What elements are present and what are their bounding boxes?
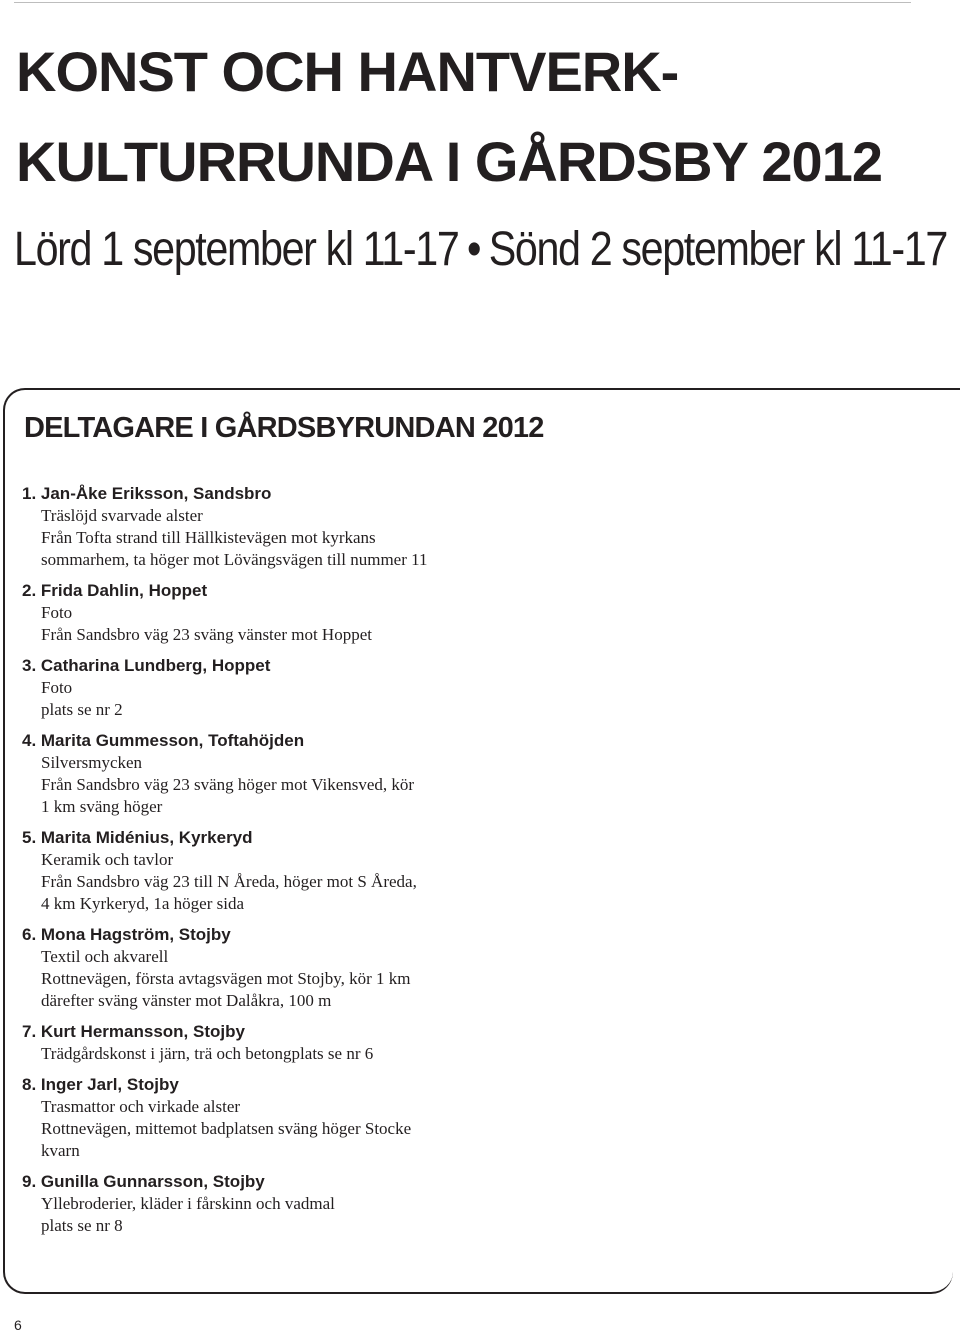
- participant-heading: 5. Marita Midénius, Kyrkeryd: [22, 828, 253, 847]
- participant-craft: Foto: [41, 678, 73, 697]
- participant-directions: därefter sväng vänster mot Dalåkra, 100 m: [41, 991, 332, 1010]
- participant-directions: Från Sandsbro väg 23 till N Åreda, höger mot S Åreda,: [41, 872, 417, 891]
- list-item: [22, 654, 472, 721]
- list-item: [22, 482, 472, 571]
- participant-list: [22, 482, 472, 1245]
- participant-directions: sommarhem, ta höger mot Lövängsvägen till nummer 11: [41, 550, 428, 569]
- participant-heading: 4. Marita Gummesson, Toftahöjden: [22, 731, 305, 750]
- list-item: [22, 1170, 472, 1237]
- participant-directions: kvarn: [41, 1141, 80, 1160]
- participants-title: DELTAGARE I GÅRDSBYRUNDAN 2012: [24, 412, 544, 444]
- list-item: [22, 1073, 472, 1162]
- bullet-separator: •: [467, 223, 481, 276]
- page-number: 6: [14, 1317, 22, 1333]
- participant-directions: Rottnevägen, första avtagsvägen mot Stojby, kör 1 km: [41, 969, 411, 988]
- participant-directions: Rottnevägen, mittemot badplatsen sväng höger Stocke: [41, 1119, 412, 1138]
- participants-box-edge: [940, 388, 960, 390]
- participant-craft: Trasmattor och virkade alster: [41, 1097, 241, 1116]
- participant-heading: 6. Mona Hagström, Stojby: [22, 925, 231, 944]
- list-item: [22, 729, 472, 818]
- participant-heading: 9. Gunilla Gunnarsson, Stojby: [22, 1172, 265, 1191]
- participant-heading: 1. Jan-Åke Eriksson, Sandsbro: [22, 484, 272, 503]
- event-date-sunday: Sönd 2 september kl 11-17: [488, 223, 947, 276]
- list-item: [22, 826, 472, 915]
- participant-directions: 1 km sväng höger: [41, 797, 163, 816]
- list-item: [22, 923, 472, 1012]
- participant-heading: 3. Catharina Lundberg, Hoppet: [22, 656, 271, 675]
- participant-craft: Yllebroderier, kläder i fårskinn och vadmal: [41, 1194, 335, 1213]
- participant-directions: Från Sandsbro väg 23 sväng höger mot Vikensved, kör: [41, 775, 415, 794]
- participant-craft: Träslöjd svarvade alster: [41, 506, 203, 525]
- participant-directions: plats se nr 8: [41, 1216, 123, 1235]
- participant-craft: Silversmycken: [41, 753, 143, 772]
- event-date-saturday: Lörd 1 september kl 11-17: [14, 223, 459, 276]
- event-dates: [14, 223, 947, 276]
- top-rule: [14, 2, 911, 3]
- participant-directions: Från Tofta strand till Hällkistevägen mot kyrkans: [41, 528, 376, 547]
- participant-directions: 4 km Kyrkeryd, 1a höger sida: [41, 894, 245, 913]
- participant-craft: Foto: [41, 603, 73, 622]
- page-title-line-2: KULTURRUNDA I GÅRDSBY 2012: [16, 130, 882, 193]
- participant-heading: 2. Frida Dahlin, Hoppet: [22, 581, 208, 600]
- list-item: [22, 579, 472, 646]
- participant-heading: 8. Inger Jarl, Stojby: [22, 1075, 179, 1094]
- participant-craft: Trädgårdskonst i järn, trä och betongplats se nr 6: [41, 1044, 374, 1063]
- participant-directions: plats se nr 2: [41, 700, 123, 719]
- participant-heading: 7. Kurt Hermansson, Stojby: [22, 1022, 245, 1041]
- page-title-line-1: KONST OCH HANTVERK-: [16, 40, 679, 103]
- list-item: [22, 1020, 472, 1065]
- participant-directions: Från Sandsbro väg 23 sväng vänster mot Hoppet: [41, 625, 372, 644]
- participant-craft: Textil och akvarell: [41, 947, 169, 966]
- participant-craft: Keramik och tavlor: [41, 850, 174, 869]
